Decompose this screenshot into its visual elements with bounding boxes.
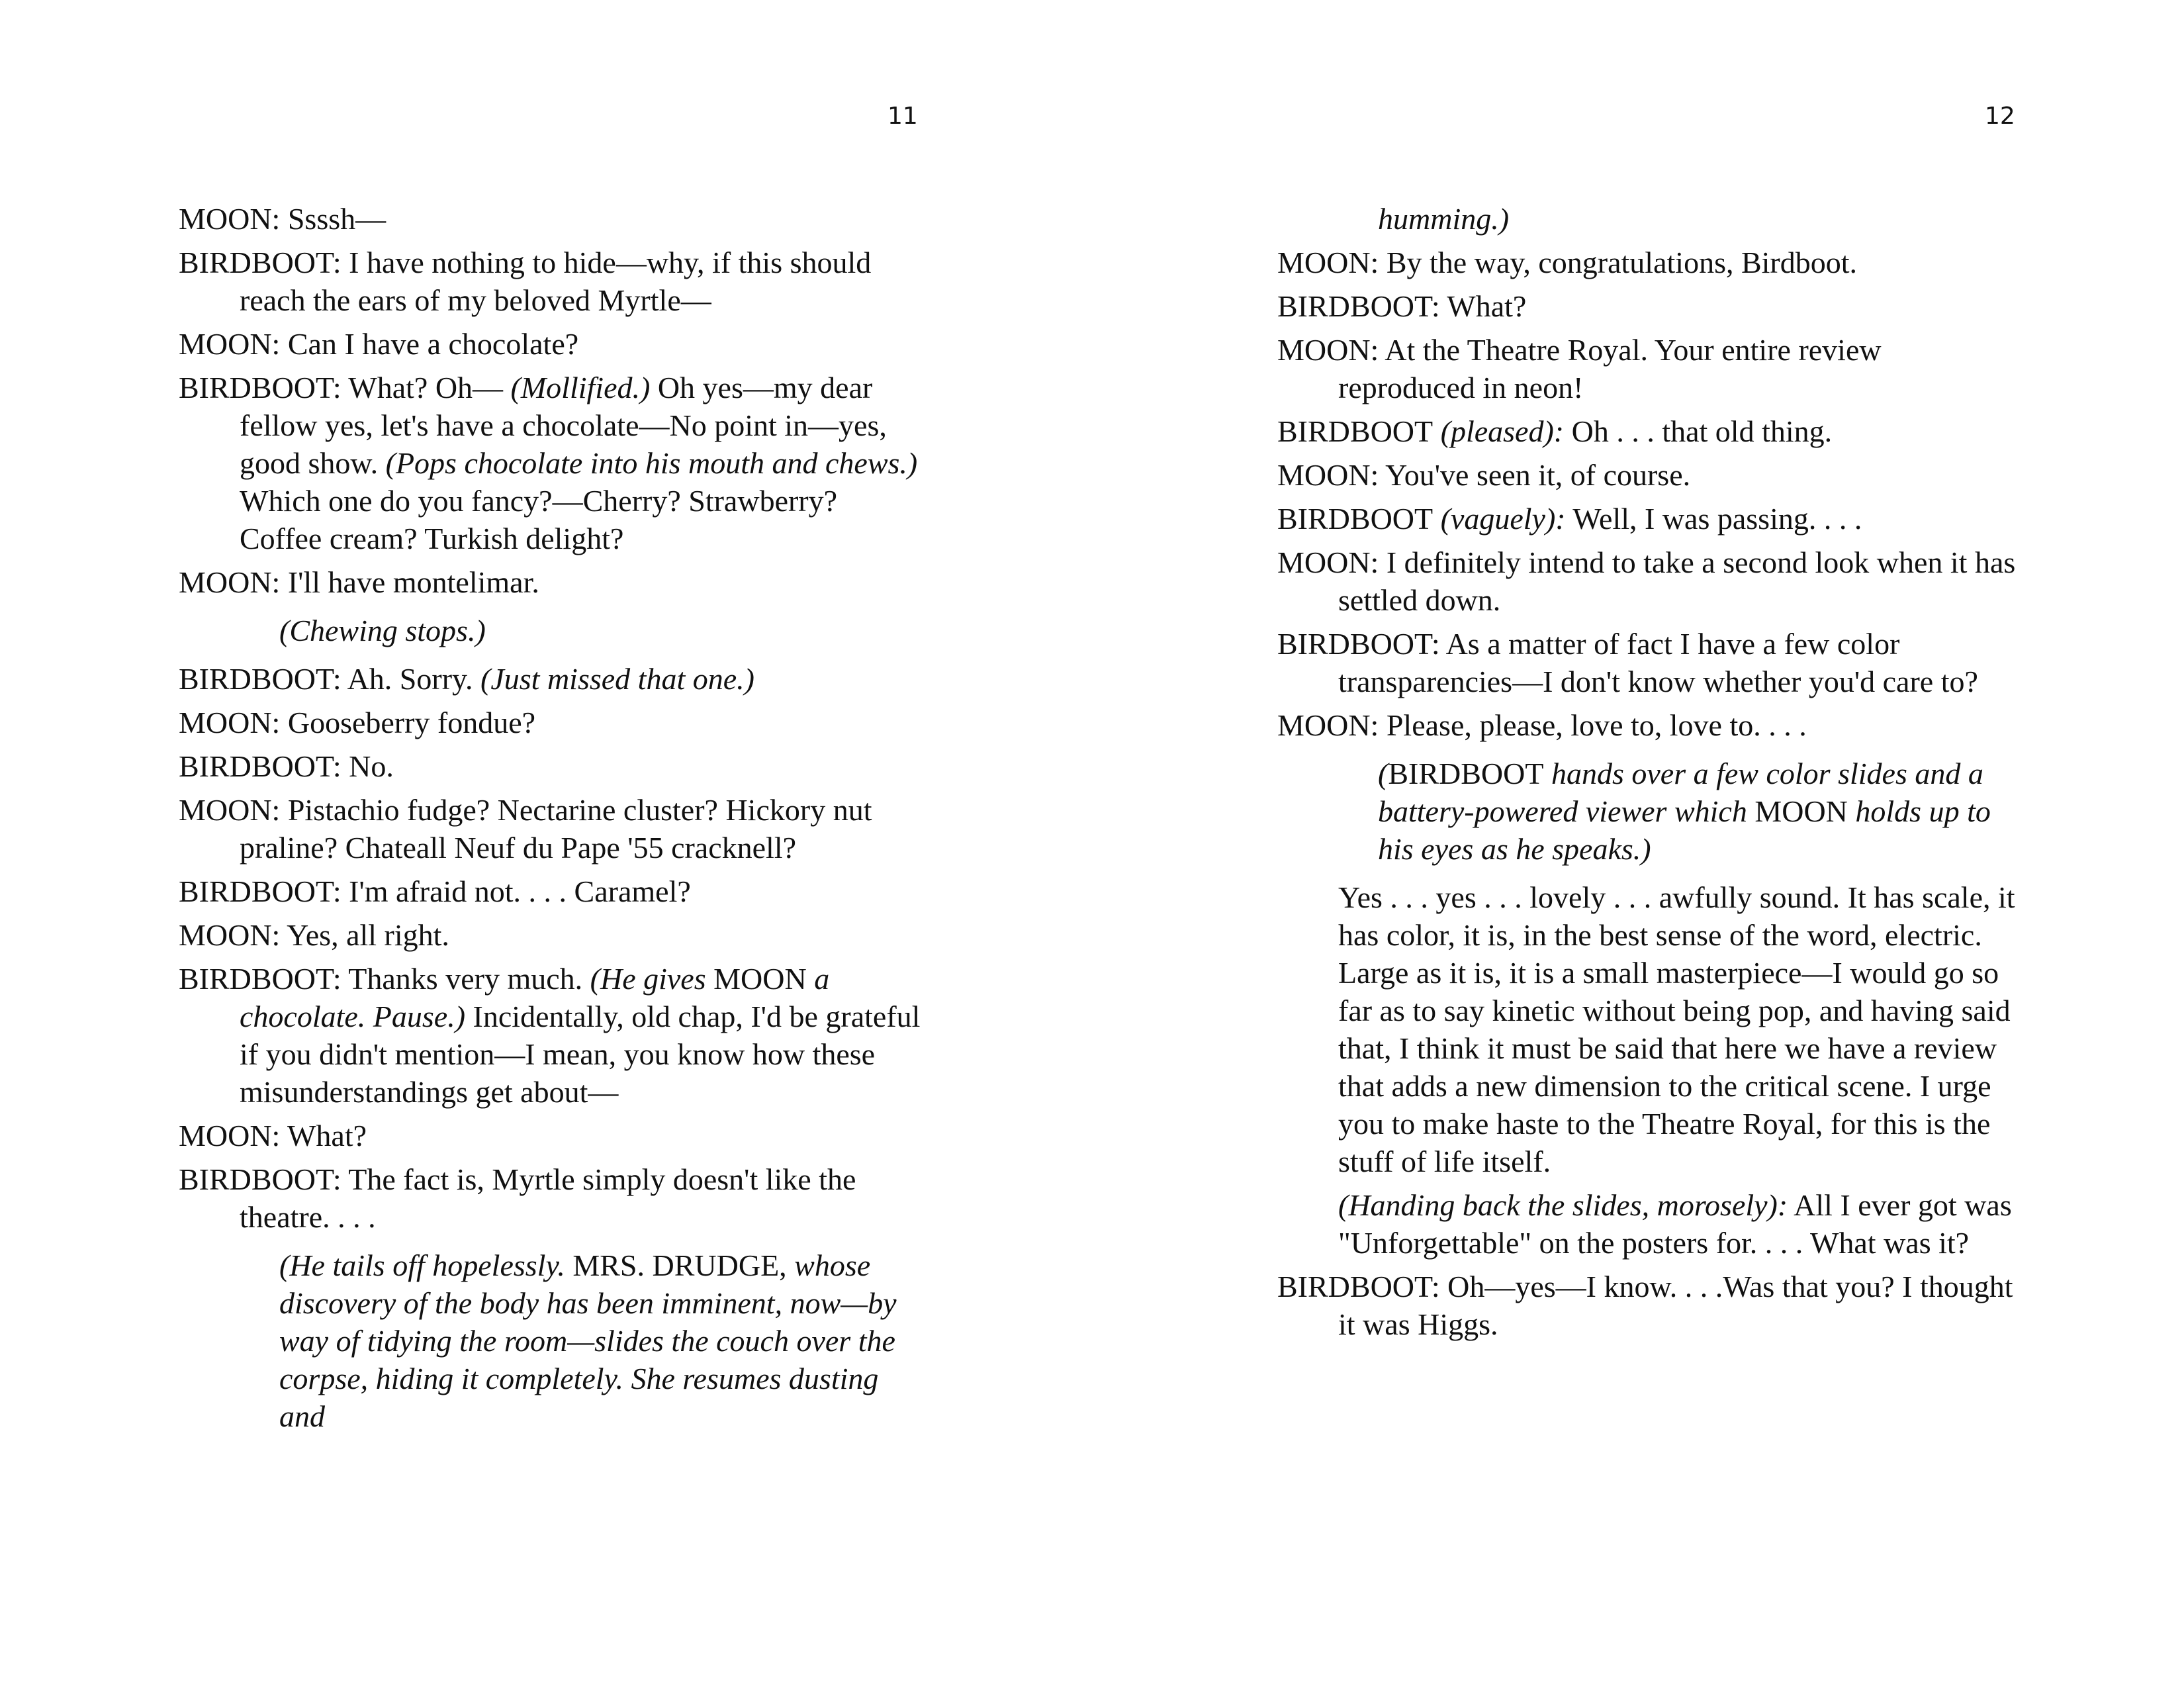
direction-text: hands over a few color slides and a battery-powered viewer which xyxy=(1378,757,1983,828)
dialogue-text: Well, I was passing. . . . xyxy=(1565,502,1862,536)
speaker-name: MOON: xyxy=(1277,708,1379,742)
continued-speech: Yes . . . yes . . . lovely . . . awfully sound. It has scale, it has color, it is, in the best sense of the word, electric. Large as it is, it is a small masterpiece—I would go so far as to say kinetic without being pop, and having said that, I think it must be said that here we have a review that adds a new dimension to the critical scene. I urge you to make haste to the Theatre Royal, for this is the stuff of life itself. xyxy=(1338,880,2015,1178)
character-name: BIRDBOOT xyxy=(1388,757,1544,790)
script-line xyxy=(179,1160,927,1236)
speaker-name: BIRDBOOT: xyxy=(179,1162,341,1196)
speaker-name: BIRDBOOT xyxy=(1277,414,1433,448)
dialogue-text: I'm afraid not. . . . Caramel? xyxy=(341,874,691,908)
dialogue-text: As a matter of fact I have a few color transparencies—I don't know whether you'd care to? xyxy=(1338,627,1978,698)
dialogue-text: The fact is, Myrtle simply doesn't like the theatre. . . . xyxy=(240,1162,856,1234)
dialogue-text: What? xyxy=(280,1119,367,1152)
script-line xyxy=(1277,456,2025,494)
speaker-name: MOON: xyxy=(1277,545,1379,579)
inline-direction: a chocolate. Pause.) xyxy=(240,962,830,1033)
script-line xyxy=(1277,1268,2025,1343)
character-name: MRS. DRUDGE, xyxy=(565,1248,787,1282)
dialogue-text: You've seen it, of course. xyxy=(1379,458,1691,492)
speaker-name: BIRDBOOT: xyxy=(179,246,341,279)
direction-text: ( xyxy=(1378,757,1388,790)
script-line xyxy=(179,916,927,954)
script-line xyxy=(179,325,927,363)
speaker-name: BIRDBOOT: xyxy=(1277,1270,1440,1303)
stage-direction xyxy=(1277,755,2025,868)
dialogue-text: Which one do you fancy?—Cherry? Strawberry? Coffee cream? Turkish delight? xyxy=(240,484,838,555)
dialogue-text: Ssssh— xyxy=(280,202,387,236)
script-line xyxy=(1277,412,2025,450)
character-name: MOON xyxy=(1754,794,1848,828)
script-line xyxy=(1277,244,2025,281)
script-line xyxy=(179,872,927,910)
dialogue-text: What? Oh— xyxy=(341,371,511,404)
speaker-name: BIRDBOOT xyxy=(1277,502,1433,536)
stage-direction xyxy=(179,1246,927,1435)
direction-text: (He tails off hopelessly. xyxy=(279,1248,565,1282)
script-line xyxy=(179,244,927,319)
script-line xyxy=(179,1117,927,1154)
script-line xyxy=(179,747,927,785)
inline-direction: (vaguely): xyxy=(1433,502,1566,536)
script-line xyxy=(179,791,927,867)
inline-direction: (pleased): xyxy=(1433,414,1565,448)
speaker-name: BIRDBOOT: xyxy=(1277,289,1440,323)
speaker-name: BIRDBOOT: xyxy=(179,749,341,783)
dialogue-text: Thanks very much. xyxy=(341,962,590,996)
speaker-name: BIRDBOOT: xyxy=(179,962,341,996)
dialogue-text: Oh yes—my dear fellow yes, let's have a chocolate—No point in—yes, good show. xyxy=(240,371,887,480)
inline-direction: (He gives xyxy=(590,962,714,996)
script-line xyxy=(1277,287,2025,325)
dialogue-text: Pistachio fudge? Nectarine cluster? Hickory nut praline? Chateall Neuf du Pape '55 cracknell? xyxy=(240,793,872,865)
inline-direction: (Handing back the slides, morosely): xyxy=(1338,1188,1788,1222)
script-text xyxy=(179,200,927,1446)
script-line xyxy=(179,660,927,698)
script-line xyxy=(179,563,927,601)
page-number: 12 xyxy=(1985,103,2015,130)
inline-direction: (Pops chocolate into his mouth and chews.) xyxy=(385,446,918,480)
speaker-name: MOON: xyxy=(179,565,281,599)
dialogue-text: Can I have a chocolate? xyxy=(280,327,579,361)
script-line xyxy=(1277,625,2025,700)
character-name: MOON xyxy=(713,962,807,996)
dialogue-text: No. xyxy=(341,749,394,783)
inline-direction: (Mollified.) xyxy=(510,371,651,404)
dialogue-text: Gooseberry fondue? xyxy=(280,706,536,739)
script-text xyxy=(1277,200,2025,1349)
speaker-name: BIRDBOOT: xyxy=(179,662,341,696)
direction-text: whose discovery of the body has been imminent, now—by way of tidying the room—slides the couch over the corpse, hiding it completely. She resumes dusting and xyxy=(279,1248,897,1433)
speaker-name: MOON: xyxy=(179,706,281,739)
page-number: 11 xyxy=(887,103,918,130)
direction-text: holds up to his eyes as he speaks.) xyxy=(1378,794,1991,866)
dialogue-text: I'll have montelimar. xyxy=(280,565,539,599)
script-line xyxy=(1277,543,2025,619)
dialogue-text: All I ever got was "Unforgettable" on the posters for. . . . What was it? xyxy=(1338,1188,2012,1260)
speaker-name: MOON: xyxy=(179,327,281,361)
dialogue-text: Oh—yes—I know. . . .Was that you? I thought it was Higgs. xyxy=(1338,1270,2013,1341)
script-line xyxy=(179,369,927,557)
dialogue-text: Ah. Sorry. xyxy=(341,662,481,696)
speaker-name: MOON: xyxy=(179,918,281,952)
speaker-name: MOON: xyxy=(179,793,281,827)
stage-direction: (Chewing stops.) xyxy=(279,614,486,647)
speaker-name: MOON: xyxy=(1277,458,1379,492)
dialogue-text: What? xyxy=(1439,289,1527,323)
speaker-name: BIRDBOOT: xyxy=(179,874,341,908)
right-page xyxy=(1092,0,2184,1688)
dialogue-text: Incidentally, old chap, I'd be grateful if you didn't mention—I mean, you know how these misunderstandings get about— xyxy=(240,1000,921,1109)
continued-speech xyxy=(1277,1186,2025,1262)
stage-direction: humming.) xyxy=(1378,202,1510,236)
dialogue-text: Oh . . . that old thing. xyxy=(1564,414,1833,448)
script-line xyxy=(179,200,927,238)
inline-direction: (Just missed that one.) xyxy=(480,662,754,696)
speaker-name: BIRDBOOT: xyxy=(179,371,341,404)
speaker-name: BIRDBOOT: xyxy=(1277,627,1440,661)
script-line xyxy=(1277,706,2025,744)
script-line xyxy=(179,704,927,741)
script-line xyxy=(179,960,927,1111)
dialogue-text: Yes, all right. xyxy=(280,918,449,952)
dialogue-text: I have nothing to hide—why, if this should reach the ears of my beloved Myrtle— xyxy=(240,246,872,317)
speaker-name: MOON: xyxy=(1277,333,1379,367)
speaker-name: MOON: xyxy=(1277,246,1379,279)
speaker-name: MOON: xyxy=(179,1119,281,1152)
dialogue-text: By the way, congratulations, Birdboot. xyxy=(1379,246,1858,279)
script-line xyxy=(1277,331,2025,406)
script-line xyxy=(1277,500,2025,538)
speaker-name: MOON: xyxy=(179,202,281,236)
dialogue-text: I definitely intend to take a second look when it has settled down. xyxy=(1338,545,2016,617)
dialogue-text: Please, please, love to, love to. . . . xyxy=(1379,708,1807,742)
dialogue-text: At the Theatre Royal. Your entire review reproduced in neon! xyxy=(1338,333,1882,404)
